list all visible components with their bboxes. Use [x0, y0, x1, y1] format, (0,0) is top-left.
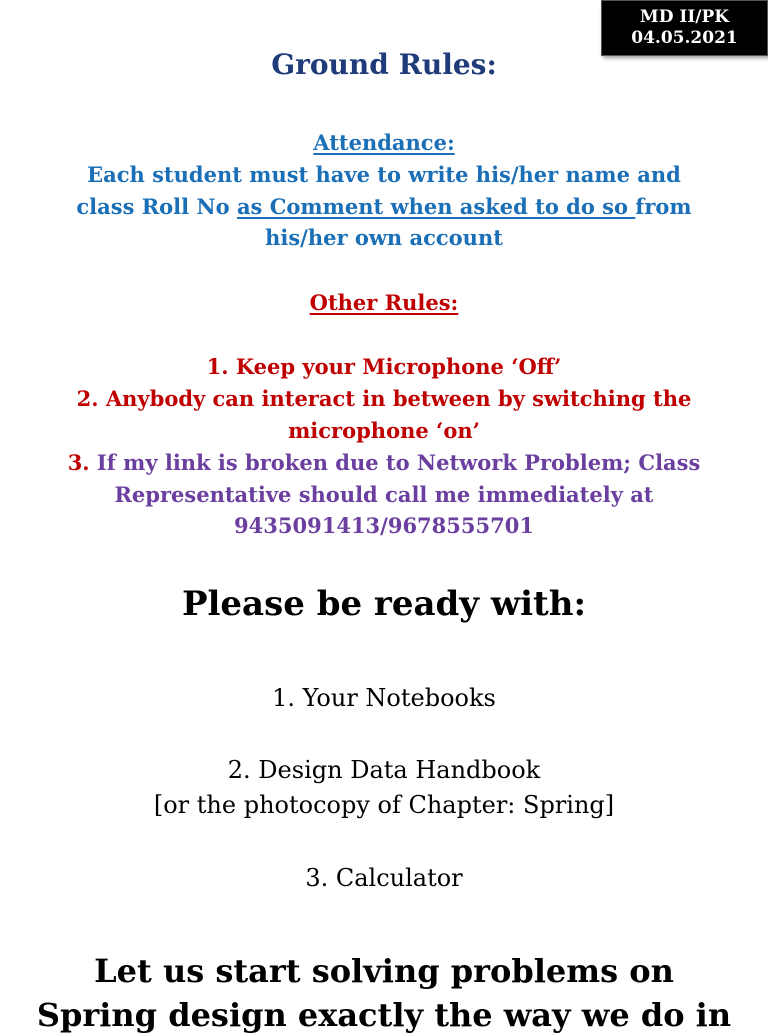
attendance-line-2-end: from: [635, 194, 692, 219]
ground-rules-title: Ground Rules:: [271, 48, 497, 81]
closing-line-1: Let us start solving problems on: [94, 952, 674, 990]
ready-item-notebooks: 1. Your Notebooks: [272, 684, 496, 712]
closing-line-2: Spring design exactly the way we do in: [36, 996, 732, 1034]
attendance-heading: Attendance:: [313, 130, 455, 155]
rule-1: 1. Keep your Microphone ‘Off’: [206, 354, 562, 379]
ready-item-handbook-note: [or the photocopy of Chapter: Spring]: [153, 791, 615, 819]
rule-3-phone-numbers: 9435091413/9678555701: [234, 513, 534, 538]
badge-course-code: MD II/PK: [639, 7, 730, 27]
ready-title: Please be ready with:: [181, 584, 587, 624]
rule-2-line-1: 2. Anybody can interact in between by switching the: [76, 386, 692, 411]
attendance-line-2-underlined: as Comment when asked to do so: [236, 194, 636, 219]
rule-3-line-1-text: If my link is broken due to Network Problem; Class: [89, 450, 701, 475]
attendance-line-3: his/her own account: [265, 225, 503, 250]
other-rules-heading: Other Rules:: [309, 290, 459, 315]
rule-3-line-1: [0, 448, 768, 478]
ready-item-handbook: 2. Design Data Handbook: [227, 756, 541, 784]
attendance-line-2: [0, 192, 768, 222]
ready-item-calculator: 3. Calculator: [305, 864, 463, 892]
attendance-line-1: Each student must have to write his/her name and: [87, 162, 681, 187]
badge-date: 04.05.2021: [631, 28, 738, 48]
attendance-line-2-start: class Roll No: [76, 194, 237, 219]
rule-3-line-2: Representative should call me immediately at: [114, 482, 654, 507]
rule-2-line-2: microphone ‘on’: [288, 418, 480, 443]
rule-3-number: 3.: [67, 450, 90, 475]
